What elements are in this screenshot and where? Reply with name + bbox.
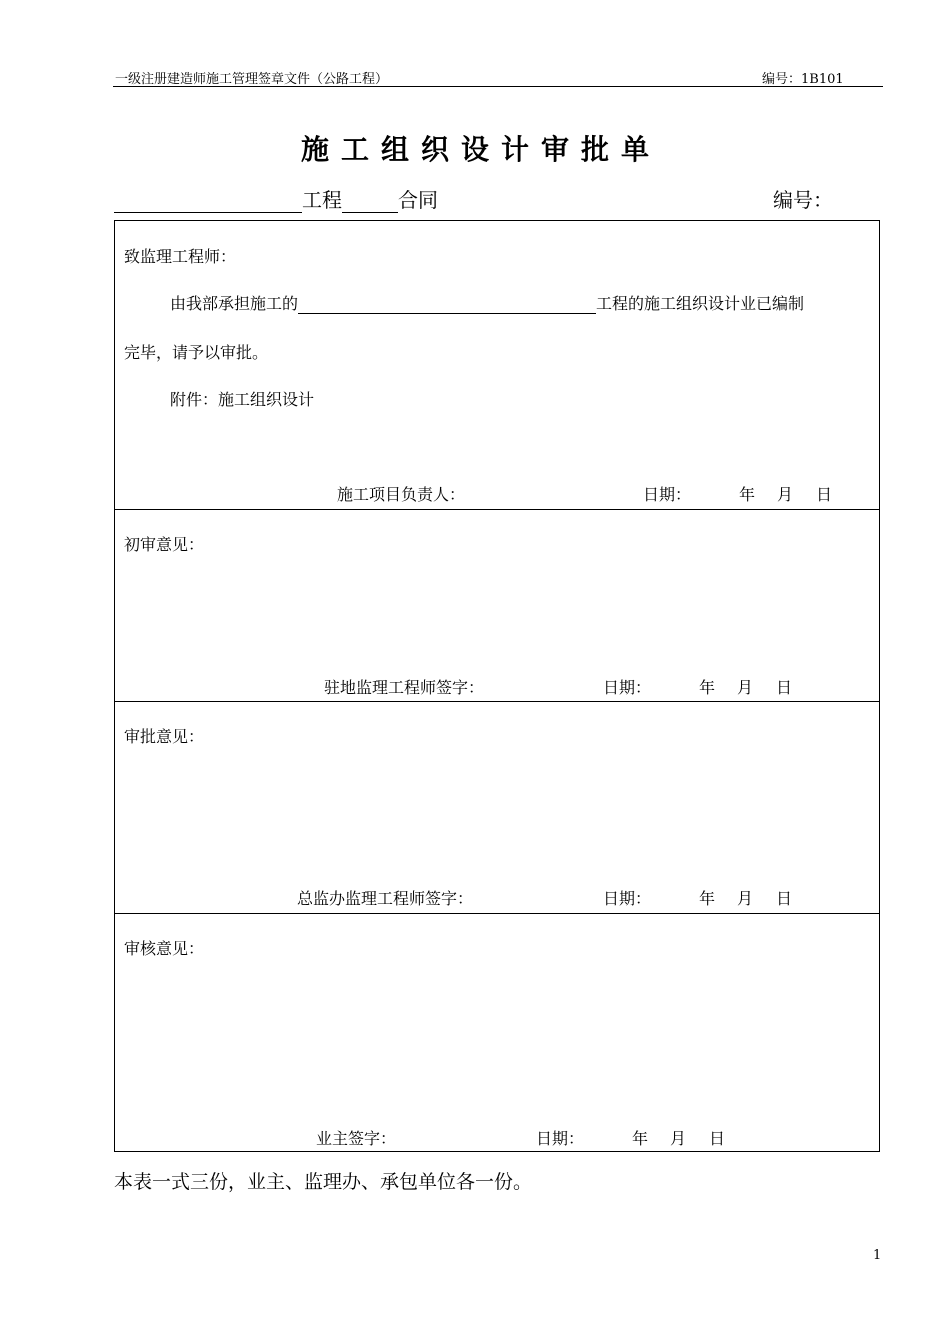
section2-day: 日	[776, 678, 793, 697]
project-name-blank	[114, 190, 302, 213]
preliminary-review-label: 初审意见：	[124, 535, 205, 554]
section3-month: 月	[737, 889, 754, 908]
contract-name-blank	[342, 190, 398, 213]
attachment-note: 附件：施工组织设计	[170, 390, 315, 409]
page-number: 1	[873, 1248, 882, 1263]
project-contract-line	[114, 184, 438, 213]
section2-signer-label: 驻地监理工程师签字：	[324, 678, 485, 697]
section4-signer-label: 业主签字：	[316, 1129, 397, 1148]
section4-date-label: 日期：	[536, 1129, 585, 1148]
section1-signer-label: 施工项目负责人：	[337, 485, 466, 504]
page-title: 施工组织设计审批单	[300, 133, 661, 166]
project-suffix: 工程	[302, 188, 342, 212]
application-body-line1	[170, 291, 804, 314]
section3-signer-label: 总监办监理工程师签字：	[297, 889, 474, 908]
section3-day: 日	[776, 889, 793, 908]
header-left-text: 一级注册建造师施工管理签章文件（公路工程）	[115, 72, 389, 87]
section4-month: 月	[670, 1129, 687, 1148]
body-suffix: 工程的施工组织设计业已编制	[596, 294, 805, 313]
header-divider	[113, 86, 883, 87]
section3-year: 年	[699, 889, 716, 908]
section4-day: 日	[709, 1129, 726, 1148]
section2-year: 年	[699, 678, 716, 697]
number-label: 编号：	[773, 188, 833, 212]
section2-date-label: 日期：	[603, 678, 652, 697]
review-opinion-label: 审核意见：	[124, 939, 205, 958]
section1-day: 日	[816, 485, 833, 504]
section1-year: 年	[739, 485, 756, 504]
section1-date-label: 日期：	[643, 485, 692, 504]
approval-opinion-label: 审批意见：	[124, 727, 205, 746]
section4-year: 年	[632, 1129, 649, 1148]
contract-suffix: 合同	[398, 188, 438, 212]
application-body-line2: 完毕，请予以审批。	[124, 343, 269, 362]
section2-month: 月	[737, 678, 754, 697]
row-divider-2	[115, 701, 879, 702]
row-divider-1	[115, 509, 879, 510]
header-doc-number: 编号：1B101	[762, 72, 844, 87]
section3-date-label: 日期：	[603, 889, 652, 908]
section1-month: 月	[777, 485, 794, 504]
body-prefix: 由我部承担施工的	[170, 294, 299, 313]
copies-note: 本表一式三份，业主、监理办、承包单位各一份。	[114, 1171, 533, 1193]
salutation: 致监理工程师：	[124, 247, 237, 266]
row-divider-3	[115, 913, 879, 914]
project-blank	[298, 294, 596, 314]
